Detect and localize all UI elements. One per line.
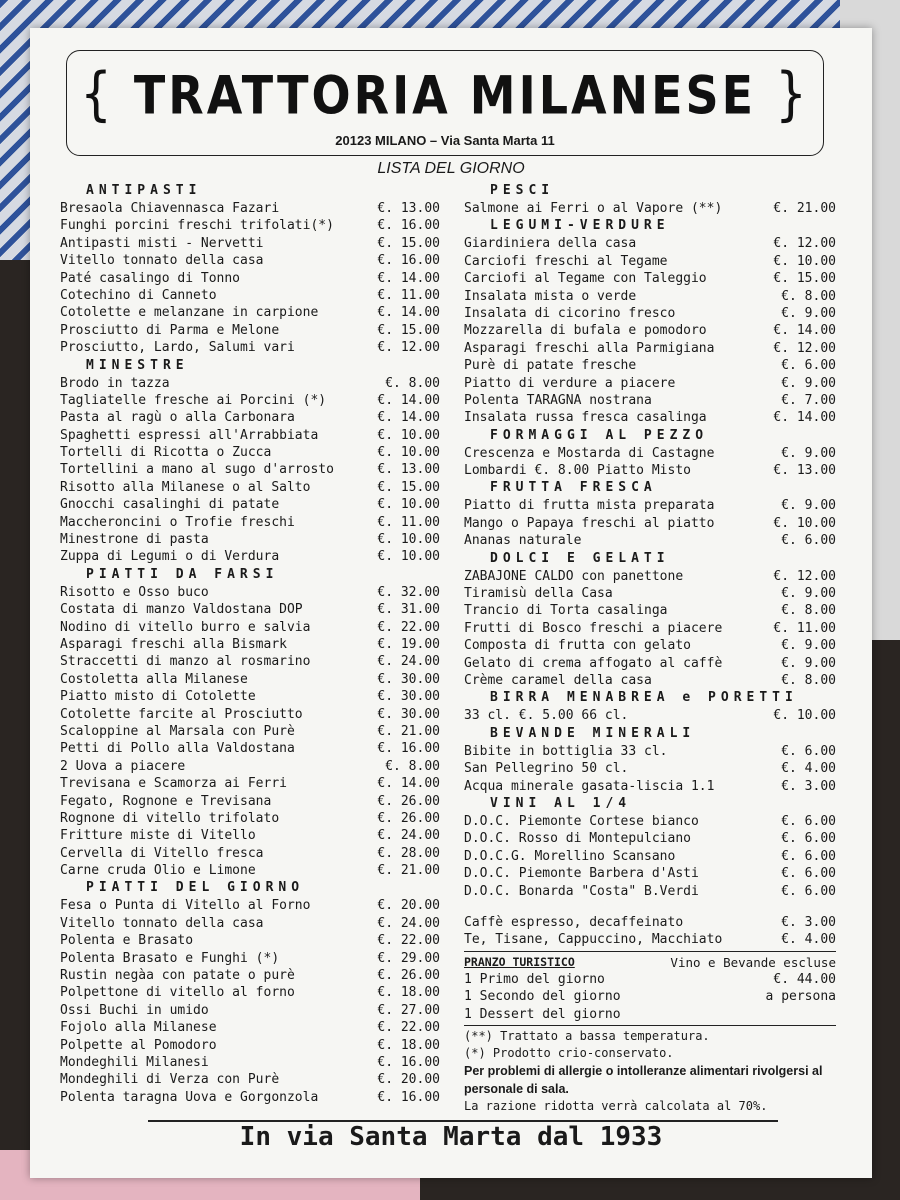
menu-item-price: €. 30.00 <box>377 671 440 687</box>
menu-item <box>464 462 836 479</box>
menu-item-name: Carne cruda Olio e Limone <box>60 863 256 879</box>
menu-item-name: Risotto alla Milanese o al Salto <box>60 479 311 495</box>
menu-item-name: Insalata russa fresca casalinga <box>464 410 707 426</box>
section-title: BEVANDE MINERALI <box>490 725 696 741</box>
menu-item-name: Spaghetti espressi all'Arrabbiata <box>60 427 319 443</box>
menu-item <box>60 706 440 723</box>
header-box <box>66 50 824 156</box>
menu-item-price: €. 10.00 <box>377 445 440 461</box>
menu-item-name: Polenta taragna Uova e Gorgonzola <box>60 1089 319 1105</box>
menu-item <box>60 984 440 1001</box>
menu-item-price: €. 16.00 <box>377 253 440 269</box>
menu-item-price: €. 16.00 <box>377 218 440 234</box>
menu-item-name: Fegato, Rognone e Trevisana <box>60 793 272 809</box>
menu-item <box>60 479 440 496</box>
menu-item <box>60 671 440 688</box>
menu-item <box>60 339 440 356</box>
menu-item-name: Polpette al Pomodoro <box>60 1037 217 1053</box>
menu-item-price: €. 31.00 <box>377 602 440 618</box>
menu-item <box>60 200 440 217</box>
menu-item-name: Mango o Papaya freschi al piatto <box>464 515 715 531</box>
menu-item-price: €. 10.00 <box>377 549 440 565</box>
menu-item <box>60 392 440 409</box>
menu-item <box>60 322 440 339</box>
menu-item-price: €. 30.00 <box>377 689 440 705</box>
menu-item-price: €. 20.00 <box>377 1072 440 1088</box>
menu-item-name: Bibite in bottiglia 33 cl. <box>464 743 668 759</box>
menu-item-name: Frutti di Bosco freschi a piacere <box>464 620 723 636</box>
menu-item-name: 2 Uova a piacere <box>60 758 186 774</box>
menu-item <box>60 427 440 444</box>
pranzo-label: PRANZO TURISTICO <box>464 954 575 969</box>
menu-item <box>60 845 440 862</box>
menu-item-name: Vitello tonnato della casa <box>60 915 264 931</box>
menu-item <box>60 601 440 618</box>
menu-item-name: D.O.C. Piemonte Cortese bianco <box>464 813 699 829</box>
menu-item-price: €. 8.00 <box>385 375 440 391</box>
pranzo-note: Vino e Bevande escluse <box>670 954 836 970</box>
menu-item-price: €. 4.00 <box>781 761 836 777</box>
razione-note: La razione ridotta verrà calcolata al 70%. <box>464 1099 768 1114</box>
menu-item-name: Costata di manzo Valdostana DOP <box>60 602 303 618</box>
menu-item-price: €. 10.00 <box>377 497 440 513</box>
menu-item <box>60 932 440 949</box>
title-text: TRATTORIA MILANESE <box>133 64 757 127</box>
menu-item <box>464 305 836 322</box>
menu-item-name: Tagliatelle fresche ai Porcini (*) <box>60 392 327 408</box>
menu-item <box>464 848 836 865</box>
menu-item-name: Insalata mista o verde <box>464 288 637 304</box>
note-bassa-temperatura: (**) Trattato a bassa temperatura. <box>464 1029 710 1044</box>
menu-item <box>464 568 836 585</box>
menu-item-price: €. 14.00 <box>377 305 440 321</box>
menu-item-price: €. 21.00 <box>377 863 440 879</box>
menu-item <box>60 636 440 653</box>
menu-item-price: €. 10.00 <box>773 515 836 531</box>
menu-item <box>464 707 836 724</box>
address: 20123 MILANO – Via Santa Marta 11 <box>335 133 555 148</box>
menu-item-name: Risotto e Osso buco <box>60 584 209 600</box>
menu-item-name: Te, Tisane, Cappuccino, Macchiato <box>464 932 723 948</box>
menu-item-name: Crème caramel della casa <box>464 672 652 688</box>
menu-item <box>60 688 440 705</box>
menu-item-name: Bresaola Chiavennasca Fazari <box>60 201 280 216</box>
menu-item-name: Cervella di Vitello fresca <box>60 845 264 861</box>
menu-item <box>60 217 440 234</box>
menu-item-price: €. 22.00 <box>377 1020 440 1036</box>
menu-item-name: Antipasti misti - Nervetti <box>60 235 264 251</box>
menu-item-price: €. 10.00 <box>377 532 440 548</box>
menu-item-name: D.O.C. Piemonte Barbera d'Asti <box>464 866 699 882</box>
menu-item-name: Piatto di verdure a piacere <box>464 375 676 391</box>
menu-item-name: Piatto misto di Cotolette <box>60 689 256 705</box>
divider <box>464 1025 836 1026</box>
menu-item <box>464 200 836 217</box>
menu-item-price: €. 6.00 <box>781 866 836 882</box>
menu-item-price: €. 26.00 <box>377 810 440 826</box>
menu-item-name: Fritture miste di Vitello <box>60 828 256 844</box>
menu-item <box>464 322 836 339</box>
ornament-left: { <box>80 60 115 128</box>
menu-item-price: €. 6.00 <box>781 533 836 549</box>
menu-item-name: D.O.C.G. Morellino Scansano <box>464 848 676 864</box>
menu-item-price: €. 6.00 <box>781 848 836 864</box>
menu-item-name: Ossi Buchi in umido <box>60 1002 209 1018</box>
menu-item-name: Petti di Pollo alla Valdostana <box>60 741 295 757</box>
menu-item-price: €. 12.00 <box>773 340 836 356</box>
menu-item-name: Tortelli di Ricotta o Zucca <box>60 445 272 461</box>
menu-item-name: Cotolette farcite al Prosciutto <box>60 706 303 722</box>
menu-item-name: Mondeghili di Verza con Purè <box>60 1072 280 1088</box>
menu-item <box>60 548 440 565</box>
menu-item <box>464 830 836 847</box>
menu-item <box>60 1037 440 1054</box>
menu-item-price: €. 30.00 <box>377 706 440 722</box>
menu-item-name: Gelato di crema affogato al caffè <box>464 655 723 671</box>
menu-item <box>464 253 836 270</box>
menu-item-name: Maccheroncini o Trofie freschi <box>60 514 295 530</box>
menu-item-price: €. 16.00 <box>377 741 440 757</box>
menu-item <box>60 584 440 601</box>
menu-item-price: €. 14.00 <box>377 392 440 408</box>
section-title: LEGUMI-VERDURE <box>490 218 670 234</box>
pranzo-turistico <box>464 954 836 1024</box>
menu-item <box>60 1019 440 1036</box>
menu-item <box>464 288 836 305</box>
menu-item <box>464 914 836 931</box>
menu-item <box>60 915 440 932</box>
menu-sheet <box>30 28 872 1178</box>
menu-item-price: €. 13.00 <box>377 462 440 478</box>
menu-item-price: €. 11.00 <box>377 287 440 303</box>
menu-item-name: 33 cl. €. 5.00 66 cl. <box>464 708 629 724</box>
menu-item-name: Nodino di vitello burro e salvia <box>60 619 311 635</box>
pranzo-header <box>464 954 836 971</box>
menu-item <box>464 655 836 672</box>
pranzo-secondo: 1 Secondo del giorno <box>464 989 621 1005</box>
menu-item-price: €. 8.00 <box>781 288 836 304</box>
pranzo-primo: 1 Primo del giorno <box>464 972 605 988</box>
menu-item-price: €. 28.00 <box>377 845 440 861</box>
menu-item-name: Pasta al ragù o alla Carbonara <box>60 410 295 426</box>
menu-item <box>60 304 440 321</box>
menu-item-price: €. 3.00 <box>781 778 836 794</box>
section-title: FRUTTA FRESCA <box>490 480 657 496</box>
menu-item-price: €. 9.00 <box>781 445 836 461</box>
menu-item <box>464 865 836 882</box>
section-title: MINESTRE <box>86 357 189 373</box>
menu-item-price: €. 29.00 <box>377 950 440 966</box>
menu-item-price: €. 8.00 <box>781 603 836 619</box>
menu-item-price: €. 8.00 <box>781 672 836 688</box>
menu-item-name: Fesa o Punta di Vitello al Forno <box>60 898 311 914</box>
menu-item <box>464 392 836 409</box>
menu-item-price: €. 26.00 <box>377 968 440 984</box>
menu-item-price: €. 10.00 <box>773 253 836 269</box>
menu-item-price: €. 11.00 <box>773 620 836 636</box>
menu-item <box>60 461 440 478</box>
section-title: PESCI <box>490 183 555 198</box>
menu-item-name: Giardiniera della casa <box>464 236 637 252</box>
menu-item-name: Vitello tonnato della casa <box>60 253 264 269</box>
menu-item <box>464 532 836 549</box>
menu-item <box>464 497 836 514</box>
menu-item-name: Insalata di cicorino fresco <box>464 305 676 321</box>
menu-item-name: Polenta Brasato e Funghi (*) <box>60 950 280 966</box>
menu-item-price: €. 15.00 <box>377 479 440 495</box>
menu-item-name: Cotolette e melanzane in carpione <box>60 305 319 321</box>
menu-item <box>464 813 836 830</box>
menu-item-price: €. 15.00 <box>377 322 440 338</box>
menu-item <box>464 515 836 532</box>
menu-item <box>464 340 836 357</box>
pranzo-line <box>464 971 836 988</box>
menu-item-price: €. 32.00 <box>377 584 440 600</box>
menu-item-price: €. 21.00 <box>377 723 440 739</box>
menu-item-name: Zuppa di Legumi o di Verdura <box>60 549 280 565</box>
menu-item-price: €. 22.00 <box>377 619 440 635</box>
menu-item-price: €. 9.00 <box>781 498 836 514</box>
section-title: ANTIPASTI <box>86 183 202 198</box>
section-title: FORMAGGI AL PEZZO <box>490 427 709 443</box>
menu-item <box>464 883 836 900</box>
section-title: BIRRA MENABREA e PORETTI <box>490 690 798 706</box>
menu-item-price: €. 7.00 <box>781 392 836 408</box>
menu-item-price: €. 22.00 <box>377 933 440 949</box>
menu-item <box>60 409 440 426</box>
menu-item <box>464 445 836 462</box>
menu-item <box>60 862 440 879</box>
left-column <box>60 182 440 1106</box>
menu-item-price: €. 27.00 <box>377 1002 440 1018</box>
menu-item-price: €. 12.00 <box>773 236 836 252</box>
menu-item <box>60 653 440 670</box>
menu-item-price: €. 26.00 <box>377 793 440 809</box>
menu-item-name: Carciofi freschi al Tegame <box>464 253 668 269</box>
menu-item-price: €. 6.00 <box>781 831 836 847</box>
menu-item-price: €. 13.00 <box>377 201 440 216</box>
menu-item-name: Crescenza e Mostarda di Castagne <box>464 445 715 461</box>
menu-item <box>60 1002 440 1019</box>
menu-item-price: €. 16.00 <box>377 1089 440 1105</box>
menu-item-price: €. 9.00 <box>781 655 836 671</box>
menu-item-name: Trevisana e Scamorza ai Ferri <box>60 776 287 792</box>
menu-item-name: Paté casalingo di Tonno <box>60 270 241 286</box>
menu-item <box>464 375 836 392</box>
menu-item-name: Fojolo alla Milanese <box>60 1020 217 1036</box>
menu-item-name: Purè di patate fresche <box>464 358 637 374</box>
menu-item-name: Gnocchi casalinghi di patate <box>60 497 280 513</box>
menu-item-name: Costoletta alla Milanese <box>60 671 248 687</box>
menu-item <box>60 514 440 531</box>
menu-item <box>464 270 836 287</box>
menu-item-name: Brodo in tazza <box>60 375 170 391</box>
menu-item-name: Minestrone di pasta <box>60 532 209 548</box>
menu-item-name: Composta di frutta con gelato <box>464 638 691 654</box>
menu-item-name: Mozzarella di bufala e pomodoro <box>464 323 707 339</box>
menu-item-name: Asparagi freschi alla Parmigiana <box>464 340 715 356</box>
menu-item-price: €. 18.00 <box>377 1037 440 1053</box>
menu-item <box>464 931 836 948</box>
menu-item <box>60 793 440 810</box>
menu-item-price: €. 15.00 <box>377 235 440 251</box>
menu-item <box>60 252 440 269</box>
menu-item <box>60 827 440 844</box>
menu-item <box>60 444 440 461</box>
menu-item <box>60 967 440 984</box>
menu-item-price: €. 13.00 <box>773 463 836 479</box>
menu-item-price: €. 18.00 <box>377 985 440 1001</box>
menu-item-name: Salmone ai Ferri o al Vapore (**) <box>464 201 723 216</box>
allergy-note: Per problemi di allergie o intolleranze alimentari rivolgersi al personale di sala. <box>464 1064 823 1097</box>
menu-item-price: €. 3.00 <box>781 914 836 930</box>
menu-item <box>60 619 440 636</box>
menu-item-price: €. 8.00 <box>385 758 440 774</box>
menu-item-price: €. 12.00 <box>773 568 836 584</box>
menu-item <box>60 1089 440 1106</box>
menu-item-name: Prosciutto, Lardo, Salumi vari <box>60 340 295 356</box>
menu-item <box>60 287 440 304</box>
menu-item-name: Carciofi al Tegame con Taleggio <box>464 271 707 287</box>
menu-item-price: €. 10.00 <box>773 708 836 724</box>
menu-item <box>60 375 440 392</box>
menu-item-name: Tortellini a mano al sugo d'arrosto <box>60 462 334 478</box>
menu-item <box>464 743 836 760</box>
menu-item <box>60 758 440 775</box>
menu-item-name: Polpettone di vitello al forno <box>60 985 295 1001</box>
menu-item <box>464 235 836 252</box>
pranzo-dessert: 1 Dessert del giorno <box>464 1006 621 1022</box>
menu-item-price: €. 6.00 <box>781 358 836 374</box>
menu-item-name: Acqua minerale gasata-liscia 1.1 <box>464 778 715 794</box>
pranzo-line <box>464 1006 836 1023</box>
menu-item <box>60 270 440 287</box>
menu-item <box>60 740 440 757</box>
menu-item-name: Caffè espresso, decaffeinato <box>464 914 684 930</box>
menu-item-price: €. 4.00 <box>781 932 836 948</box>
menu-item-price: €. 20.00 <box>377 898 440 914</box>
menu-item-name: Straccetti di manzo al rosmarino <box>60 654 311 670</box>
menu-item-name: Cotechino di Canneto <box>60 287 217 303</box>
section-title: VINI AL 1/4 <box>490 795 632 811</box>
menu-item-name: Mondeghili Milanesi <box>60 1054 209 1070</box>
menu-item <box>464 672 836 689</box>
menu-item <box>464 637 836 654</box>
menu-item-price: €. 6.00 <box>781 883 836 899</box>
section-title: PIATTI DEL GIORNO <box>86 880 305 896</box>
menu-item <box>60 531 440 548</box>
section-title: PIATTI DA FARSI <box>86 566 279 582</box>
menu-item-price: €. 24.00 <box>377 654 440 670</box>
lista-del-giorno: LISTA DEL GIORNO <box>377 160 525 177</box>
menu-item-price: €. 10.00 <box>377 427 440 443</box>
note-crio: (*) Prodotto crio-conservato. <box>464 1046 674 1061</box>
menu-item-name: Scaloppine al Marsala con Purè <box>60 723 295 739</box>
pranzo-price: €. 44.00 <box>773 972 836 988</box>
caffe-section <box>464 914 836 949</box>
menu-item <box>60 235 440 252</box>
menu-item-price: €. 9.00 <box>781 586 836 602</box>
menu-item-price: €. 19.00 <box>377 636 440 652</box>
footer-slogan: In via Santa Marta dal 1933 <box>239 1122 663 1152</box>
menu-item-name: Funghi porcini freschi trifolati(*) <box>60 218 334 234</box>
menu-item-price: €. 6.00 <box>781 743 836 759</box>
right-sections <box>464 182 836 900</box>
menu-item-name: Ananas naturale <box>464 533 582 549</box>
menu-item-name: D.O.C. Bonarda "Costa" B.Verdi <box>464 883 699 899</box>
menu-item-name: San Pellegrino 50 cl. <box>464 761 629 777</box>
menu-item-name: Prosciutto di Parma e Melone <box>60 322 280 338</box>
menu-item <box>60 723 440 740</box>
menu-item <box>60 810 440 827</box>
menu-item <box>464 602 836 619</box>
menu-item-price: €. 15.00 <box>773 271 836 287</box>
menu-item-price: €. 14.00 <box>377 270 440 286</box>
menu-item <box>464 778 836 795</box>
menu-item <box>464 357 836 374</box>
menu-item-price: €. 9.00 <box>781 375 836 391</box>
restaurant-title <box>67 61 823 128</box>
menu-item <box>60 897 440 914</box>
menu-item-name: Rognone di vitello trifolato <box>60 810 280 826</box>
menu-item-price: €. 14.00 <box>773 323 836 339</box>
menu-item-price: €. 14.00 <box>773 410 836 426</box>
menu-item-name: Asparagi freschi alla Bismark <box>60 636 287 652</box>
menu-item-name: D.O.C. Rosso di Montepulciano <box>464 831 691 847</box>
menu-item <box>60 1054 440 1071</box>
menu-item-name: Rustin negàa con patate o purè <box>60 968 295 984</box>
menu-item-price: €. 11.00 <box>377 514 440 530</box>
menu-item <box>60 1071 440 1088</box>
menu-item-name: Lombardi €. 8.00 Piatto Misto <box>464 463 691 479</box>
pranzo-line <box>464 988 836 1005</box>
menu-item-price: €. 24.00 <box>377 828 440 844</box>
menu-item-price: €. 9.00 <box>781 305 836 321</box>
menu-item-price: €. 6.00 <box>781 813 836 829</box>
menu-item-name: Piatto di frutta mista preparata <box>464 498 715 514</box>
menu-item-name: Trancio di Torta casalinga <box>464 603 668 619</box>
pranzo-per: a persona <box>765 989 836 1005</box>
ornament-right: } <box>775 60 810 128</box>
menu-item-price: €. 14.00 <box>377 776 440 792</box>
menu-item <box>60 775 440 792</box>
menu-item-price: €. 24.00 <box>377 915 440 931</box>
menu-item-price: €. 21.00 <box>773 201 836 216</box>
right-column <box>464 182 836 1115</box>
menu-item-name: ZABAJONE CALDO con panettone <box>464 568 684 584</box>
menu-item <box>464 620 836 637</box>
section-title: DOLCI E GELATI <box>490 550 670 566</box>
menu-item-name: Polenta e Brasato <box>60 933 194 949</box>
menu-item-name: Polenta TARAGNA nostrana <box>464 392 652 408</box>
menu-item <box>464 409 836 426</box>
menu-item-name: Tiramisù della Casa <box>464 586 613 602</box>
menu-item-price: €. 12.00 <box>377 340 440 356</box>
menu-item <box>464 585 836 602</box>
divider <box>464 951 836 952</box>
menu-item <box>60 950 440 967</box>
menu-item <box>464 760 836 777</box>
menu-item-price: €. 9.00 <box>781 638 836 654</box>
menu-item-price: €. 14.00 <box>377 410 440 426</box>
menu-item-price: €. 16.00 <box>377 1054 440 1070</box>
menu-item <box>60 496 440 513</box>
